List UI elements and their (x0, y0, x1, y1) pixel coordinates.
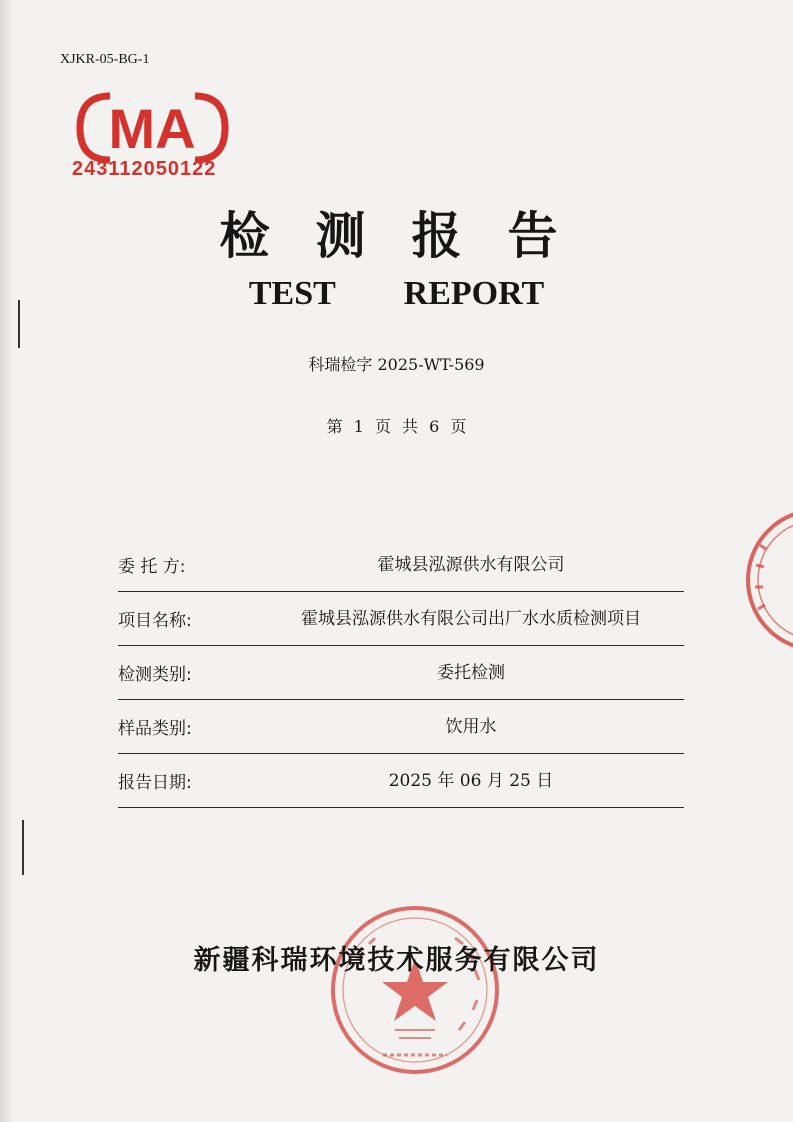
page-indicator: 第 1 页 共 6 页 (326, 417, 467, 436)
info-row-client (118, 538, 684, 592)
seal-stamp-edge (740, 505, 793, 655)
info-row-report-date (118, 754, 684, 808)
field-label: 项目名称: (118, 611, 192, 631)
title-chinese: 检测报告 (219, 206, 604, 265)
field-value: 饮用水 (445, 717, 497, 737)
field-value: 委托检测 (437, 663, 505, 683)
seal-stamp (325, 900, 505, 1080)
field-value: 霍城县泓源供水有限公司出厂水水质检测项目 (301, 609, 641, 629)
title-english: TEST REPORT (248, 275, 545, 312)
field-label: 委 托 方: (118, 557, 186, 577)
margin-mark (22, 820, 24, 875)
field-label: 报告日期: (118, 773, 192, 793)
info-table (118, 538, 684, 808)
field-label: 检测类别: (118, 665, 192, 685)
cma-number: 243112050122 (72, 158, 217, 180)
field-label: 样品类别: (118, 719, 192, 739)
info-row-project (118, 592, 684, 646)
report-number: 科瑞检字 2025-WT-569 (308, 355, 485, 374)
svg-text:MA: MA (108, 97, 196, 160)
field-value: 霍城县泓源供水有限公司 (377, 555, 565, 575)
document-code: XJKR-05-BG-1 (60, 52, 150, 67)
issuing-company: 新疆科瑞环境技术服务有限公司 (193, 945, 600, 976)
info-row-sample-type (118, 700, 684, 754)
field-value: 2025 年 06 月 25 日 (388, 771, 554, 791)
info-row-test-type (118, 646, 684, 700)
